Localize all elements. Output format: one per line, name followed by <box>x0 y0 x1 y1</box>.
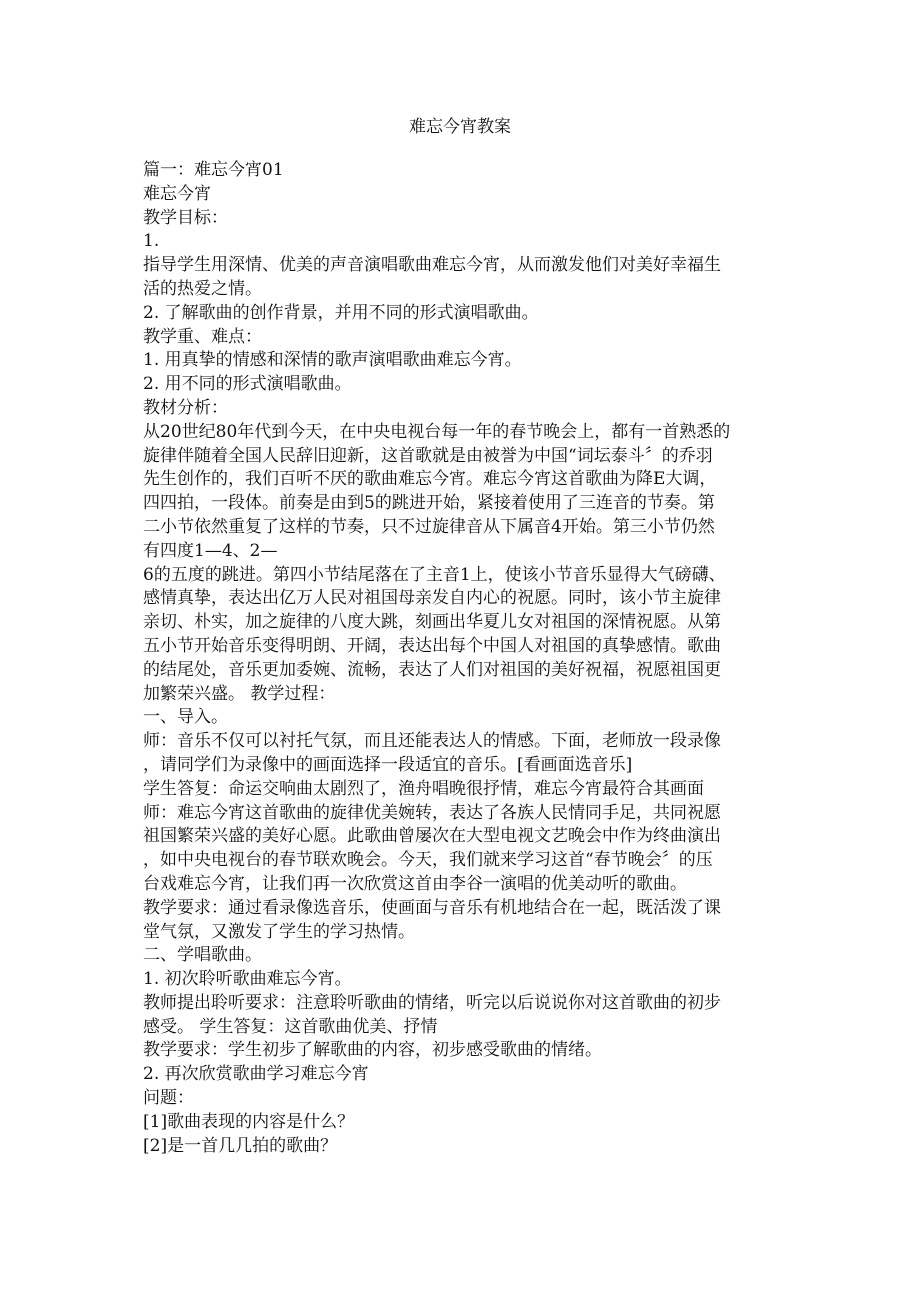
document-title: 难忘今宵教案 <box>409 117 511 137</box>
text-line: 教师提出聆听要求：注意聆听歌曲的情绪，听完以后说说你对这首歌曲的初步 <box>143 992 721 1013</box>
text-line: ，请同学们为录像中的画面选择一段适宜的音乐。[看画面选音乐] <box>143 754 633 775</box>
text-line: 五小节开始音乐变得明朗、开阔，表达出每个中国人对祖国的真挚感情。歌曲 <box>143 635 721 656</box>
document-body <box>143 159 783 1158</box>
text-line: 问题： <box>143 1088 194 1109</box>
text-line: 6的五度的跳进。第四小节结尾落在了主音1上，使该小节音乐显得大气磅礴、 <box>143 564 726 585</box>
text-line: [2]是一首几几拍的歌曲？ <box>143 1135 338 1156</box>
text-line: 2. 再次欣赏歌曲学习难忘今宵 <box>143 1064 369 1085</box>
text-line: 堂气氛，又激发了学生的学习热情。 <box>143 921 415 942</box>
text-line: 亲切、朴实，加之旋律的八度大跳，刻画出华夏儿女对祖国的深情祝愿。从第 <box>143 612 721 633</box>
text-line: 师：音乐不仅可以衬托气氛，而且还能表达人的情感。下面，老师放一段录像 <box>143 731 721 752</box>
text-line: 四四拍，一段体。前奏是由到5的跳进开始，紧接着使用了三连音的节奏。第 <box>143 493 715 514</box>
text-line: ，如中央电视台的春节联欢晚会。今天，我们就来学习这首“春节晚会〞的压 <box>143 850 713 871</box>
text-line: 一、导入。 <box>143 707 228 728</box>
text-line: 教学重、难点： <box>143 326 262 347</box>
text-line: 学生答复：命运交响曲太剧烈了，渔舟唱晚很抒情，难忘今宵最符合其画面 <box>143 778 704 799</box>
text-line: 教学目标： <box>143 207 228 228</box>
text-line: 祖国繁荣兴盛的美好心愿。此歌曲曾屡次在大型电视文艺晚会中作为终曲演出 <box>143 826 721 847</box>
text-line: 难忘今宵 <box>143 183 211 204</box>
text-line: 2. 了解歌曲的创作背景，并用不同的形式演唱歌曲。 <box>143 302 539 323</box>
text-line: 2. 用不同的形式演唱歌曲。 <box>143 374 352 395</box>
text-line: 先生创作的，我们百听不厌的歌曲难忘今宵。难忘今宵这首歌曲为降E大调， <box>143 469 717 490</box>
text-line: 1. <box>143 231 160 252</box>
text-line: 感情真挚，表达出亿万人民对祖国母亲发自内心的祝愿。同时，该小节主旋律 <box>143 588 721 609</box>
text-line: 活的热爱之情。 <box>143 278 262 299</box>
text-line: 1. 用真挚的情感和深情的歌声演唱歌曲难忘今宵。 <box>143 350 522 371</box>
text-line: 师：难忘今宵这首歌曲的旋律优美婉转，表达了各族人民情同手足，共同祝愿 <box>143 802 721 823</box>
text-line: 的结尾处，音乐更加委婉、流畅，表达了人们对祖国的美好祝福，祝愿祖国更 <box>143 659 721 680</box>
text-line: 1. 初次聆听歌曲难忘今宵。 <box>143 969 352 990</box>
text-line: 二小节依然重复了这样的节奏，只不过旋律音从下属音4开始。第三小节仍然 <box>143 516 715 537</box>
text-line: 教学要求：通过看录像选音乐，使画面与音乐有机地结合在一起，既活泼了课 <box>143 897 721 918</box>
text-line: 教材分析： <box>143 397 228 418</box>
text-line: [1]歌曲表现的内容是什么？ <box>143 1111 355 1132</box>
text-line: 篇一：难忘今宵01 <box>143 160 284 180</box>
text-line: 感受。 学生答复：这首歌曲优美、抒情 <box>143 1016 438 1037</box>
text-line: 从20世纪80年代到今天，在中央电视台每一年的春节晚会上，都有一首熟悉的 <box>143 421 731 442</box>
text-line: 加繁荣兴盛。 教学过程： <box>143 683 336 704</box>
text-line: 指导学生用深情、优美的声音演唱歌曲难忘今宵，从而激发他们对美好幸福生 <box>143 255 721 276</box>
text-line: 二、学唱歌曲。 <box>143 945 262 966</box>
text-line: 有四度1—4、2— <box>143 540 278 561</box>
text-line: 教学要求：学生初步了解歌曲的内容，初步感受歌曲的情绪。 <box>143 1040 602 1061</box>
text-line: 台戏难忘今宵，让我们再一次欣赏这首由李谷一演唱的优美动听的歌曲。 <box>143 873 687 894</box>
text-line: 旋律伴随着全国人民辞旧迎新，这首歌就是由被誉为中国“词坛泰斗〞的乔羽 <box>143 445 713 466</box>
